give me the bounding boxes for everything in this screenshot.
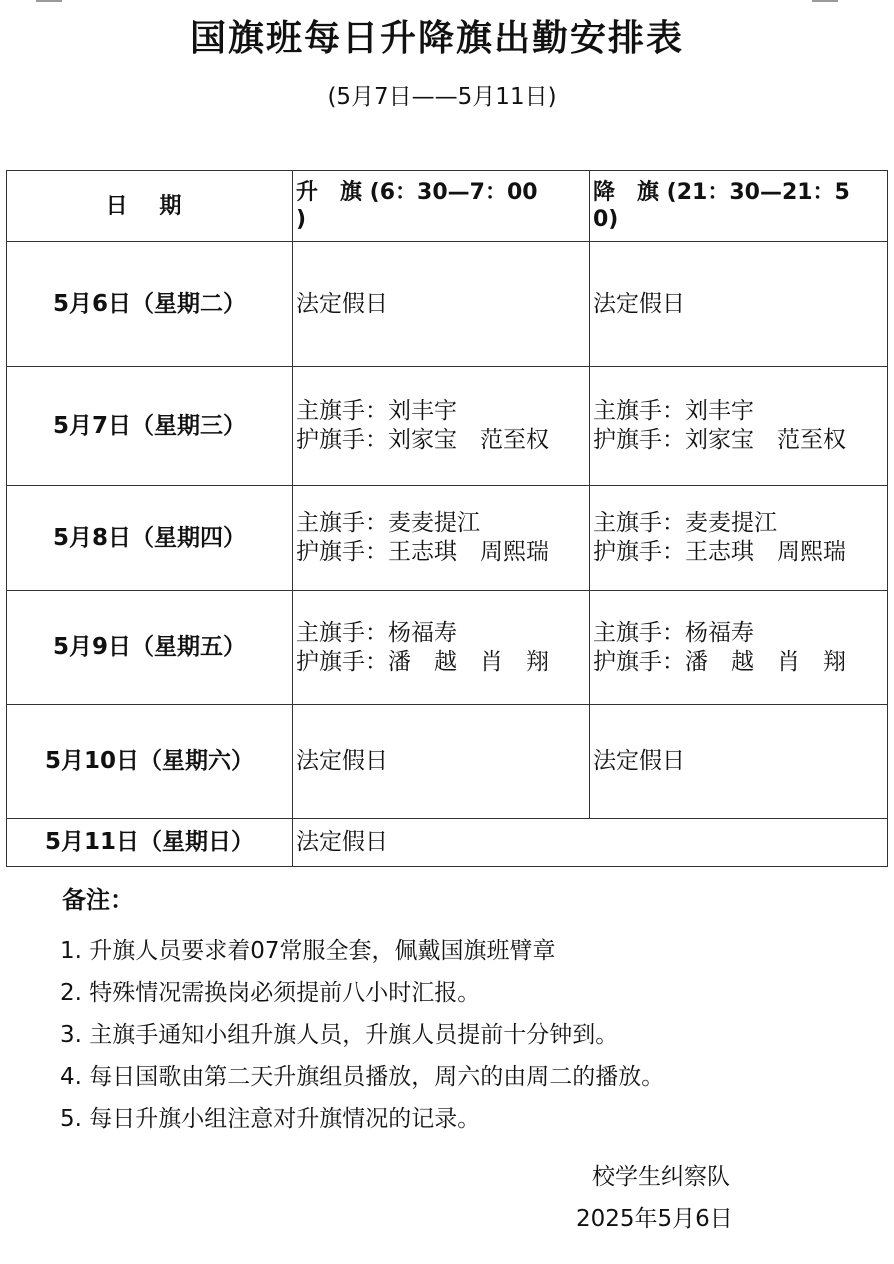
lower-cell-line: 法定假日 bbox=[593, 748, 685, 774]
flag-duty-schedule-table bbox=[6, 170, 888, 867]
raise-cell bbox=[293, 486, 590, 591]
note-item: 4. 每日国歌由第二天升旗组员播放，周六的由周二的播放。 bbox=[60, 1064, 665, 1090]
top-right-edge-mark bbox=[812, 0, 838, 2]
row-date: 5月7日（星期三） bbox=[7, 367, 293, 486]
notes-title: 备注： bbox=[62, 886, 134, 914]
row-date: 5月8日（星期四） bbox=[7, 486, 293, 591]
note-item: 3. 主旗手通知小组升旗人员，升旗人员提前十分钟到。 bbox=[60, 1022, 619, 1048]
table-row bbox=[7, 591, 888, 705]
raise-cell-line: 护旗手：刘家宝 范至权 bbox=[296, 427, 549, 453]
header-lower-line: 降 旗 (21：30—21：5 bbox=[593, 180, 850, 205]
lower-cell-line: 护旗手：刘家宝 范至权 bbox=[593, 427, 846, 453]
table-row bbox=[7, 819, 888, 867]
raise-cell bbox=[293, 367, 590, 486]
document-title: 国旗班每日升降旗出勤安排表 bbox=[189, 18, 684, 59]
lower-cell bbox=[590, 705, 888, 819]
lower-cell bbox=[590, 367, 888, 486]
header-date: 日 期 bbox=[7, 171, 293, 242]
note-item: 2. 特殊情况需换岗必须提前八小时汇报。 bbox=[60, 980, 481, 1006]
notes-list bbox=[60, 934, 664, 1144]
raise-cell bbox=[293, 242, 590, 367]
lower-cell-line: 护旗手：王志琪 周熙瑞 bbox=[593, 539, 846, 565]
raise-cell-line: 主旗手：刘丰宇 bbox=[296, 398, 457, 424]
row-date: 5月11日（星期日） bbox=[7, 819, 293, 867]
raise-cell-line: 主旗手：麦麦提江 bbox=[296, 510, 480, 536]
header-raise-line: ) bbox=[296, 207, 307, 232]
table-row bbox=[7, 242, 888, 367]
lower-cell-line: 护旗手：潘 越 肖 翔 bbox=[593, 648, 846, 675]
table-row bbox=[7, 486, 888, 591]
raise-cell-line: 法定假日 bbox=[296, 290, 388, 317]
lower-cell-line: 主旗手：刘丰宇 bbox=[593, 398, 754, 424]
lower-cell bbox=[590, 591, 888, 705]
header-raise bbox=[293, 171, 590, 242]
row-date: 5月9日（星期五） bbox=[7, 591, 293, 705]
raise-cell-line: 护旗手：王志琪 周熙瑞 bbox=[296, 539, 549, 565]
note-item: 1. 升旗人员要求着07常服全套，佩戴国旗班臂章 bbox=[60, 938, 556, 964]
raise-cell bbox=[293, 591, 590, 705]
note-item: 5. 每日升旗小组注意对升旗情况的记录。 bbox=[60, 1106, 481, 1132]
merged-cell: 法定假日 bbox=[293, 819, 888, 867]
raise-cell-line: 主旗手：杨福寿 bbox=[296, 619, 457, 646]
signing-date: 2025年5月6日 bbox=[576, 1206, 733, 1232]
row-date: 5月6日（星期二） bbox=[7, 242, 293, 367]
table-row bbox=[7, 705, 888, 819]
lower-cell bbox=[590, 242, 888, 367]
signing-organization: 校学生纠察队 bbox=[592, 1164, 730, 1190]
header-lower-line: 0) bbox=[593, 207, 619, 232]
lower-cell-line: 法定假日 bbox=[593, 290, 685, 317]
raise-cell bbox=[293, 705, 590, 819]
raise-cell-line: 法定假日 bbox=[296, 748, 388, 774]
date-range-subtitle: (5月7日——5月11日) bbox=[327, 84, 557, 110]
row-date: 5月10日（星期六） bbox=[7, 705, 293, 819]
lower-cell-line: 主旗手：麦麦提江 bbox=[593, 510, 777, 536]
top-left-edge-mark bbox=[36, 0, 62, 2]
lower-cell bbox=[590, 486, 888, 591]
header-raise-line: 升 旗 (6：30—7：00 bbox=[296, 180, 538, 205]
lower-cell-line: 主旗手：杨福寿 bbox=[593, 619, 754, 646]
raise-cell-line: 护旗手：潘 越 肖 翔 bbox=[296, 648, 549, 675]
table-header-row bbox=[7, 171, 888, 242]
header-lower bbox=[590, 171, 888, 242]
table-row bbox=[7, 367, 888, 486]
